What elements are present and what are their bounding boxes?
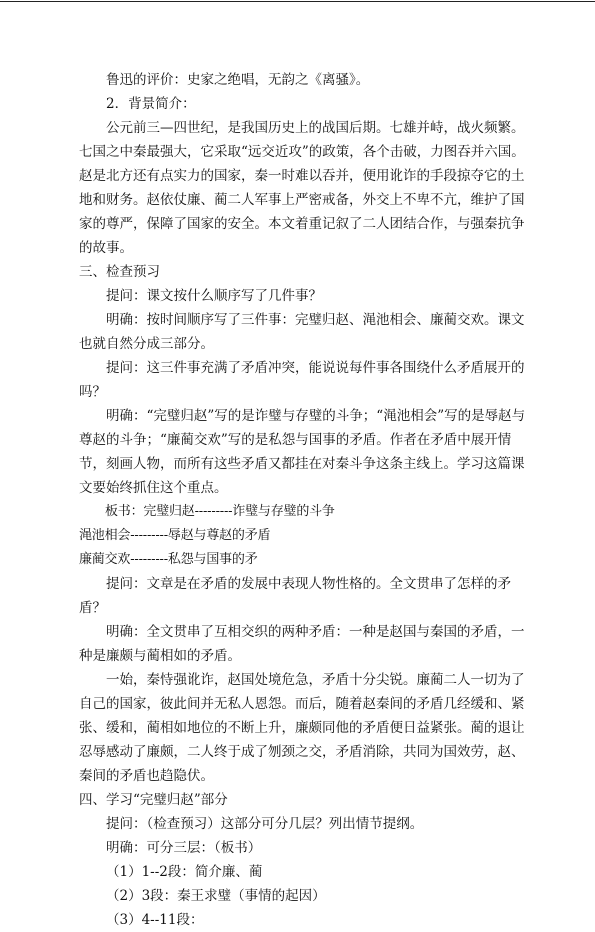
section-heading-check-preview: 三、检查预习 bbox=[79, 264, 160, 280]
paragraph-luxun-evaluation: 鲁迅的评价：史家之绝唱，无韵之《离骚》。 bbox=[106, 72, 370, 88]
answer-layers: 明确：可分三层：（板书） bbox=[106, 840, 262, 856]
heading-background-intro: 2．背景简介： bbox=[106, 96, 196, 112]
board-notes-line-3: 廉蔺交欢---------私怨与国事的矛 bbox=[79, 552, 258, 567]
answer-order: 明确：按时间顺序写了三件事：完璧归赵、渑池相会、廉蔺交欢。课文也就自然分成三部分。 bbox=[79, 312, 525, 352]
question-conflicts: 提问：这三件事充满了矛盾冲突，能说说每件事各围绕什么矛盾展开的吗？ bbox=[79, 360, 525, 400]
question-order: 提问：课文按什么顺序写了几件事？ bbox=[106, 288, 322, 304]
document-body bbox=[79, 68, 536, 932]
question-main-conflict: 提问：文章是在矛盾的发展中表现人物性格的。全文贯串了怎样的矛盾？ bbox=[79, 576, 511, 616]
outline-item-2: （2）3段：秦王求璧（事情的起因） bbox=[106, 888, 326, 904]
paragraph-conflict-development: 一始，秦恃强讹诈，赵国处境危急，矛盾十分尖锐。廉蔺二人一切为了自己的国家，彼此间并无私人恩怨。而后，随着赵秦间的矛盾几经缓和、紧张、缓和，蔺相如地位的不断上升，廉颇同他的矛盾便日益紧张。蔺的退让忍辱感动了廉颇，二人终于成了刎颈之交，矛盾消除，共同为国效劳，赵、秦间的矛盾也趋隐伏。 bbox=[79, 672, 525, 784]
board-notes-line-1: 板书：完璧归赵---------诈璧与存璧的斗争 bbox=[105, 504, 335, 519]
outline-item-3: （3）4--11段： bbox=[106, 912, 204, 928]
page-top-border bbox=[0, 1, 595, 2]
outline-item-1: （1）1--2段：简介廉、蔺 bbox=[106, 864, 263, 880]
board-notes-line-2: 渑池相会---------辱赵与尊赵的矛盾 bbox=[79, 528, 271, 543]
section-heading-study-part: 四、学习“完璧归赵”部分 bbox=[79, 792, 228, 808]
paragraph-background: 公元前三—四世纪，是我国历史上的战国后期。七雄并峙，战火频繁。七国之中秦最强大，它采取“远交近攻”的政策，各个击破，力图吞并六国。赵是北方还有点实力的国家，秦一时难以吞并，便用讹诈的手段掠夺它的土地和财务。赵依仗廉、蔺二人军事上严密戒备，外交上不卑不亢，维护了国家的尊严，保障了国家的安全。本文着重记叙了二人团结合作，与强秦抗争的故事。 bbox=[79, 120, 525, 256]
answer-main-conflict: 明确：全文贯串了互相交织的两种矛盾：一种是赵国与秦国的矛盾，一种是廉颇与蔺相如的矛盾。 bbox=[79, 624, 525, 664]
answer-conflicts: 明确：“完璧归赵”写的是诈璧与存璧的斗争；“渑池相会”写的是辱赵与尊赵的斗争；“廉蔺交欢”写的是私怨与国事的矛盾。作者在矛盾中展开情节，刻画人物，而所有这些矛盾又都挂在对秦斗争这条主线上。学习这篇课文要始终抓住这个重点。 bbox=[79, 408, 526, 496]
question-layers: 提问：（检查预习）这部分可分几层？列出情节提纲。 bbox=[106, 816, 424, 832]
